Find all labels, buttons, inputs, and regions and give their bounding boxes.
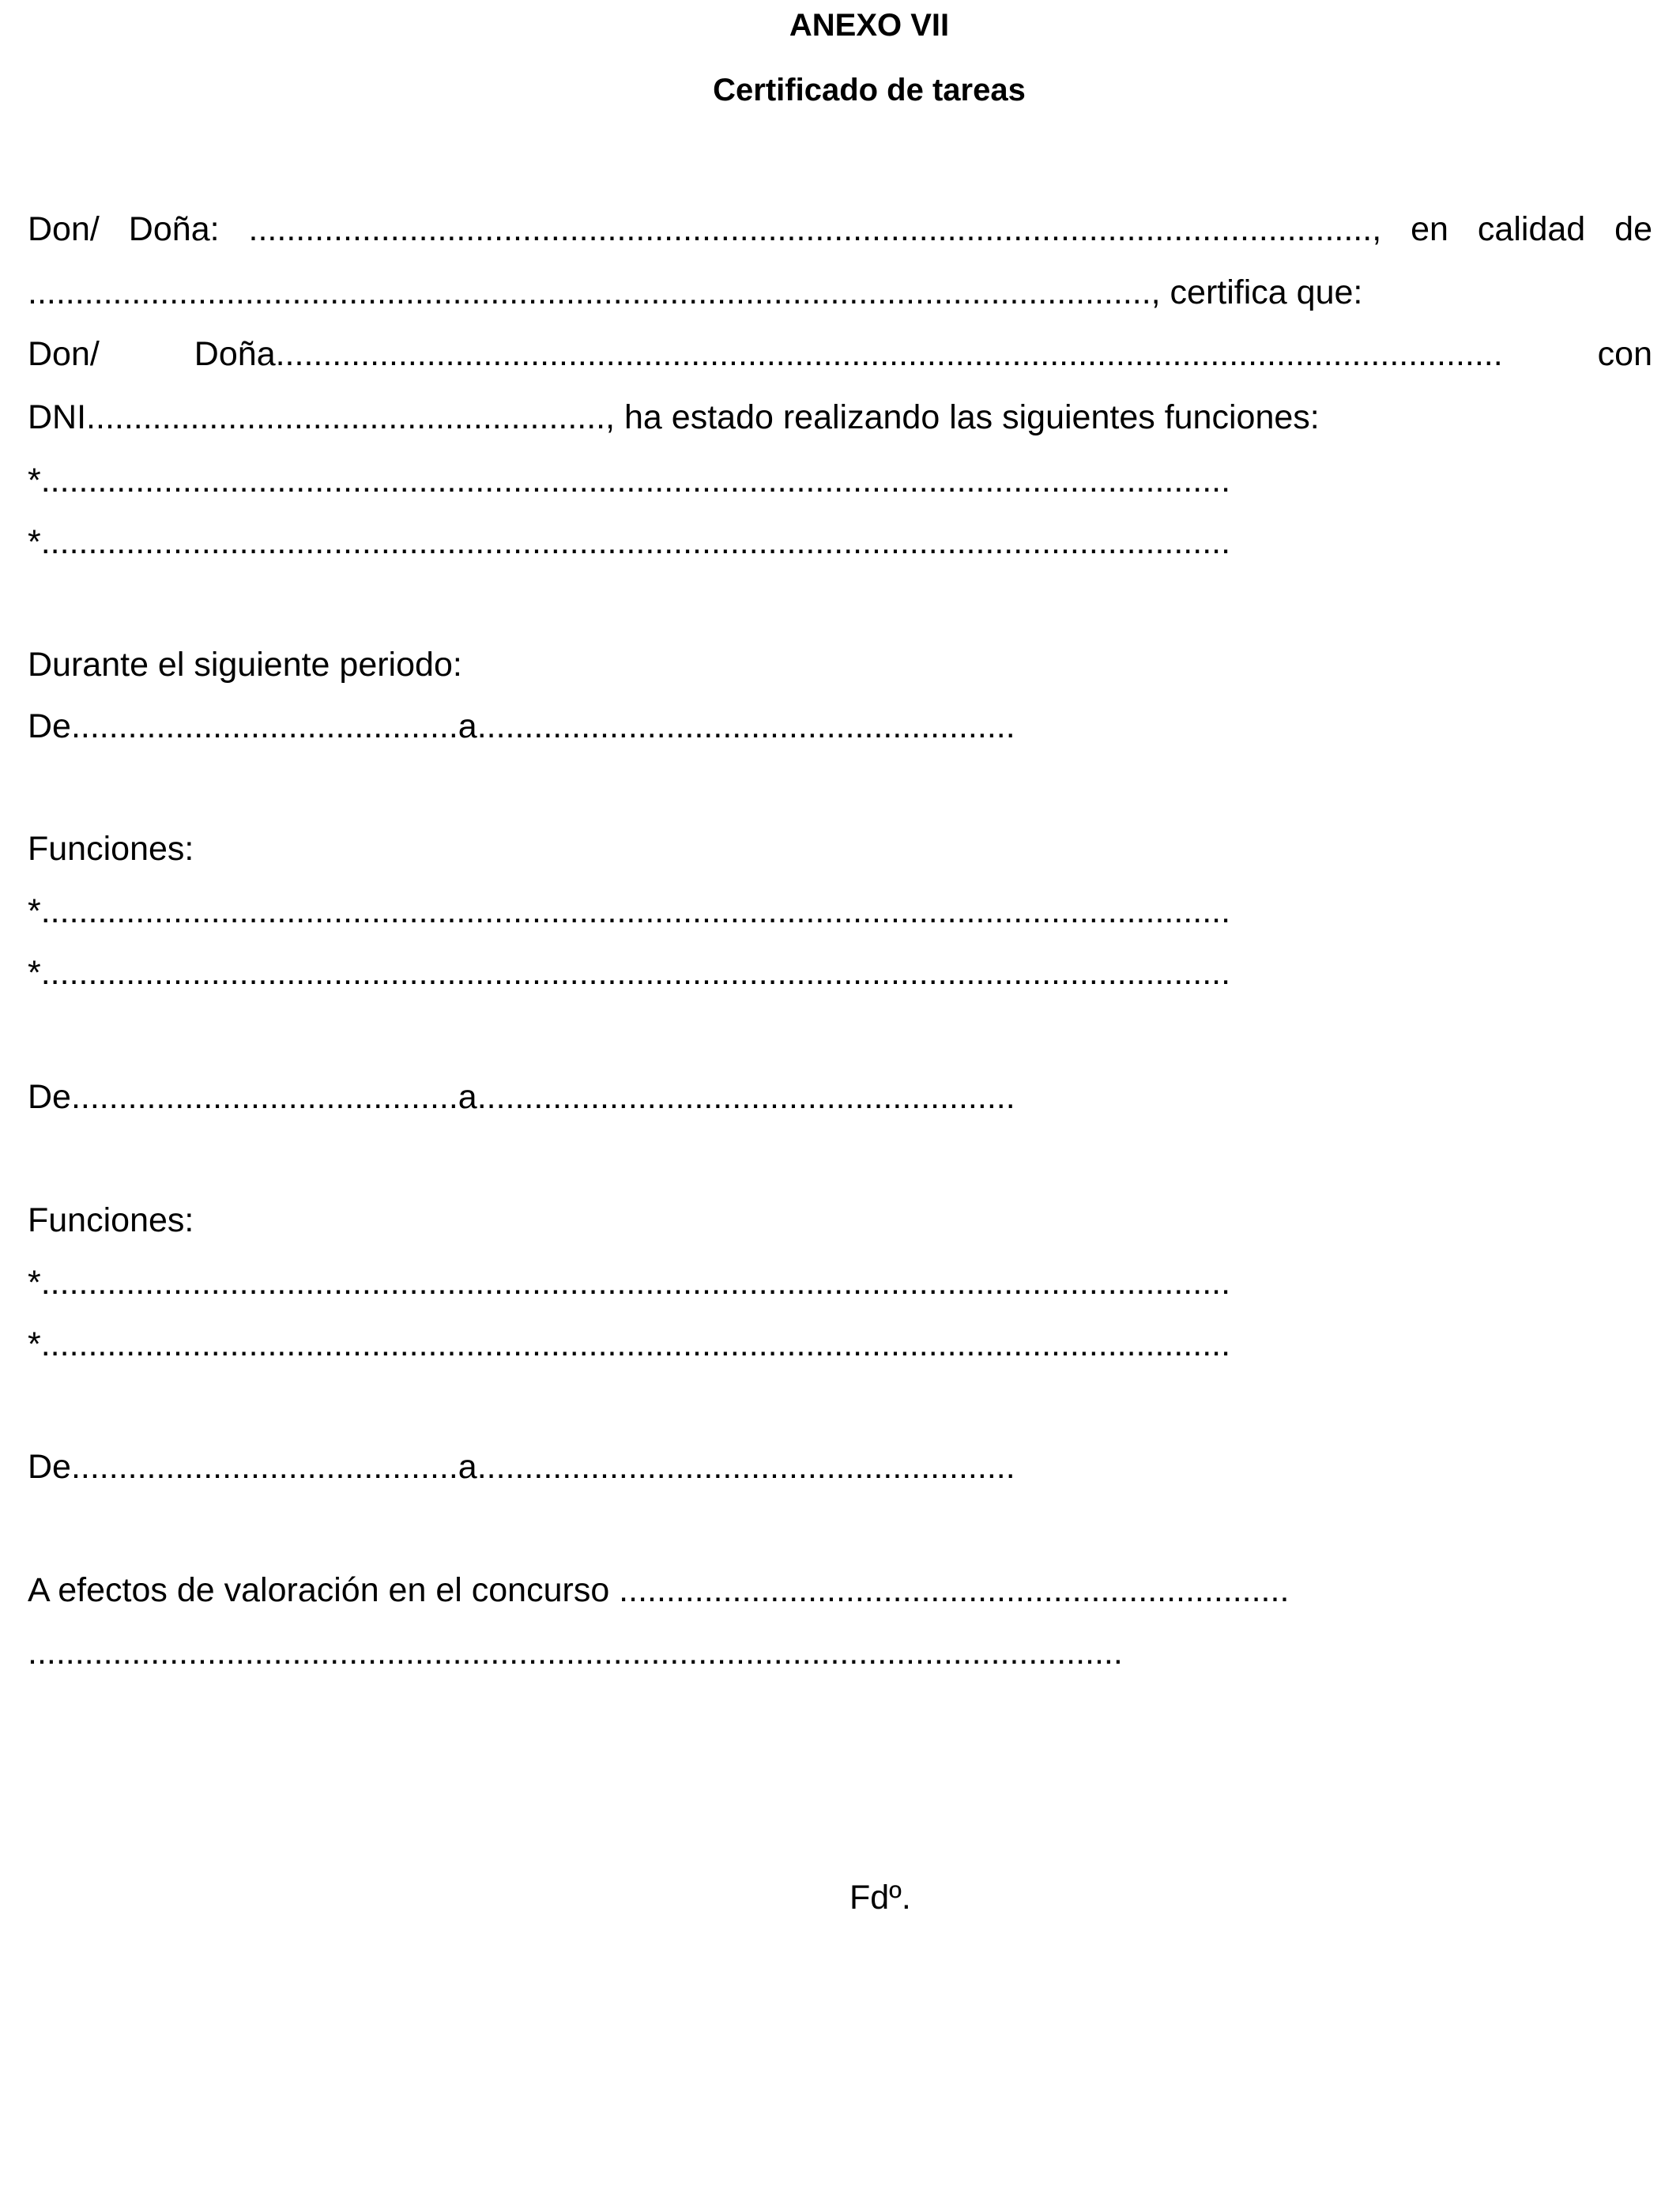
- period-range: De.........................................a.........................................................: [28, 1448, 1015, 1486]
- purpose-line-2: ....................................................................................................................: [28, 1634, 1123, 1672]
- function-line: *..............................................................................................................................: [28, 1264, 1231, 1302]
- functions-label: Funciones:: [28, 830, 194, 868]
- functions-label: Funciones:: [28, 1201, 194, 1239]
- period-range: De.........................................a.........................................................: [28, 707, 1015, 745]
- purpose-line-1: A efectos de valoración en el concurso .......................................................................: [28, 1571, 1290, 1609]
- function-line: *..............................................................................................................................: [28, 462, 1231, 499]
- signature-label: Fdº.: [849, 1879, 911, 1917]
- function-line: *..............................................................................................................................: [28, 523, 1231, 561]
- annex-heading: ANEXO VII: [789, 8, 950, 43]
- certifier-line-1: Don/ Doña: ......................................................................................................................., en calidad de: [28, 210, 1652, 248]
- document-title: Certificado de tareas: [713, 73, 1026, 107]
- function-line: *..............................................................................................................................: [28, 892, 1231, 930]
- function-line: *..............................................................................................................................: [28, 954, 1231, 992]
- certifier-line-2: ......................................................................................................................., certifica que:: [28, 273, 1363, 311]
- period-range: De.........................................a.........................................................: [28, 1078, 1015, 1116]
- employee-dni-line: DNI......................................................., ha estado realizando las siguientes funciones:: [28, 398, 1320, 436]
- employee-line-1: Don/ Doña.................................................................................................................................. con: [28, 335, 1652, 373]
- function-line: *..............................................................................................................................: [28, 1325, 1231, 1363]
- period-intro: Durante el siguiente periodo:: [28, 646, 462, 684]
